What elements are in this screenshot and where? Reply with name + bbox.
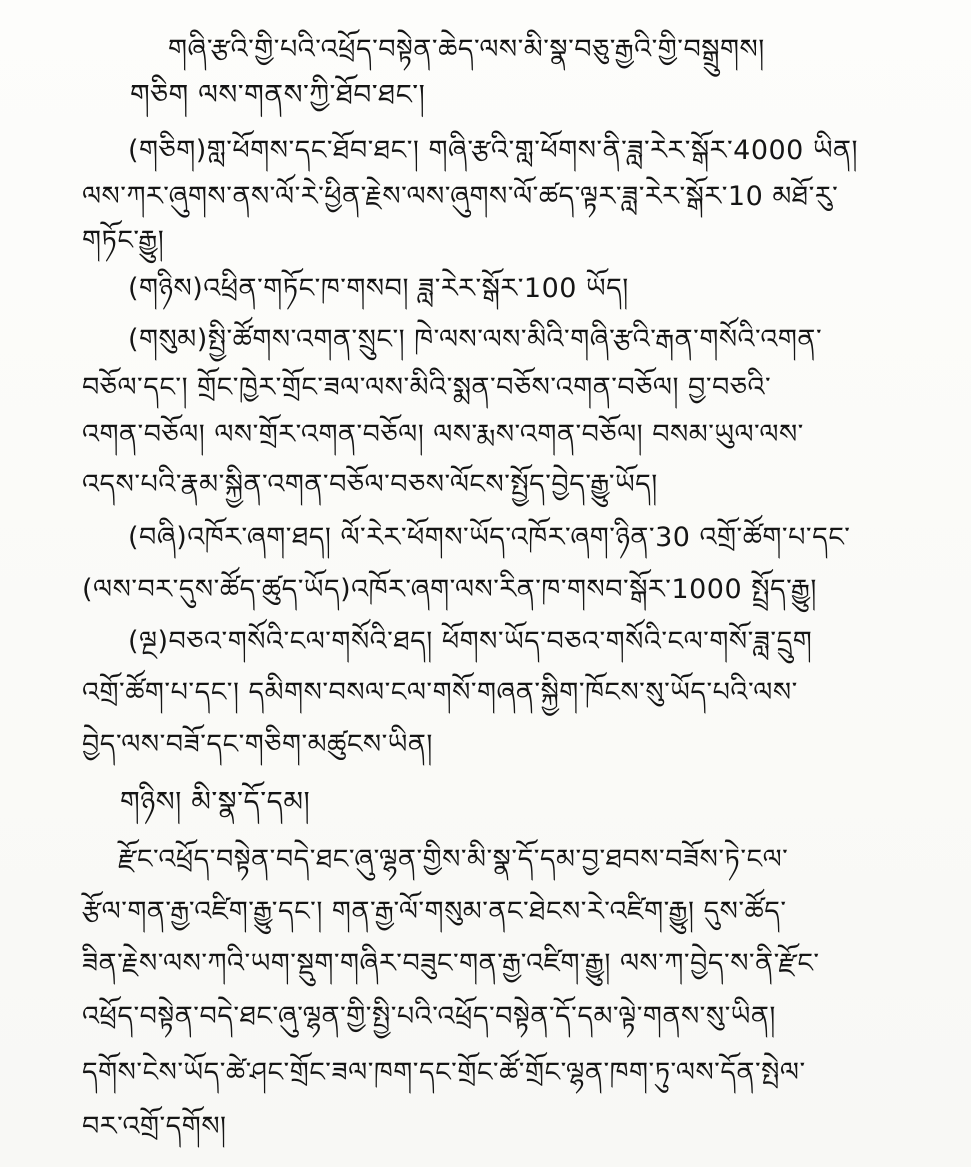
paragraph-line: (གཉིས)འཕྲིན་གཏོང་ཁ་གསབ། ཟླ་རེར་སྒོར་100 ཡོད། xyxy=(128,273,629,304)
paragraph-line: འགྲོ་ཚོག་པ་དང་། དམིགས་བསལ་ངལ་གསོ་གཞན་སྐྱིག་ཁོངས་སུ་ཡོད་པའི་ལས་ xyxy=(82,677,798,708)
paragraph-line: བཅོལ་དང་། གྲོང་ཁྱེར་གྲོང་ཟལ་ལས་མིའི་སྨན་བཅོས་འགན་བཅོལ། བྱ་བཅའི་ xyxy=(82,372,772,403)
paragraph-line: འཕྲོད་བསྟེན་བདེ་ཐང་ཞུ་ལྷན་གྱི་སྤྱི་པའི་འཕྲོད་བསྟེན་དོ་དམ་ལྟེ་གནས་སུ་ཡིན། xyxy=(82,1001,776,1032)
paragraph-line: (གཅིག)གླ་ཕོགས་དང་ཐོབ་ཐང་། གཞི་རྩའི་གླ་ཕོགས་ནི་ཟླ་རེར་སྒོར་4000 ཡིན། xyxy=(128,135,859,166)
section-heading-2: གཉིས། མི་སྣ་དོ་དམ། xyxy=(120,785,311,818)
paragraph-line: ལས་ཀར་ཞུགས་ནས་ལོ་རེ་ཕྱིན་རྗེས་ལས་ཞུགས་ལོ་ཚད་ལྟར་ཟླ་རེར་སྒོར་10 མཐོ་རུ་ xyxy=(82,181,839,212)
document-title: གཞི་རྩའི་གྱི་པའི་འཕྲོད་བསྟེན་ཆེད་ལས་མི་སྣ་བཅུ་རྒྱའི་གྱི་བསྒྲུགས། xyxy=(168,34,765,65)
paragraph-line: བར་འགྲོ་དགོས། xyxy=(82,1111,227,1142)
section-heading-1: གཅིག ལས་གནས་ཀྱི་ཐོབ་ཐང་། xyxy=(130,78,426,111)
paragraph-line: གཏོང་རྒྱུ། xyxy=(82,225,165,256)
paragraph-line: བྱེད་ལས་བཟོ་དང་གཅིག་མཚུངས་ཡིན། xyxy=(82,729,433,760)
paragraph-line: (བཞི)འཁོར་ཞག་ཐད། ལོ་རེར་ཕོགས་ཡོད་འཁོར་ཞག་ཉིན་30 འགྲོ་ཚོག་པ་དང་ xyxy=(128,522,851,553)
paragraph-line: འདས་པའི་རྣམ་སྐྱིན་འགན་བཅོལ་བཅས་ལོངས་སྤྱོད་བྱེད་རྒྱུ་ཡོད། xyxy=(82,469,658,500)
paragraph-line: རྫོང་འཕྲོད་བསྟེན་བདེ་ཐང་ཞུ་ལྷན་གྱིས་མི་སྣ་དོ་དམ་བྱ་ཐབས་བཟོས་ཏེ་ངལ་ xyxy=(118,844,789,875)
paragraph-line: རྩོལ་གན་རྒྱ་འཛིག་རྒྱུ་དང་། གན་རྒྱ་ལོ་གསུམ་ནང་ཐེངས་རེ་འཛིག་རྒྱུ། དུས་ཚོད་ xyxy=(82,896,787,927)
paragraph-line: དགོས་ངེས་ཡོད་ཚེ་ཤང་གྲོང་ཟལ་ཁག་དང་གྲོང་ཚོ་གྲོང་ལྷན་ཁག་ཏུ་ལས་དོན་སྤེལ་ xyxy=(82,1057,806,1088)
paragraph-line: (ལས་བར་དུས་ཚོད་ཚུད་ཡོད)འཁོར་ཞག་ལས་རིན་ཁ་གསབ་སྒོར་1000 སྤྲོད་རྒྱུ། xyxy=(82,574,817,605)
paragraph-line: (ལྔ)བཅའ་གསོའི་ངལ་གསོའི་ཐད། ཕོགས་ཡོད་བཅའ་གསོའི་ངལ་གསོ་ཟླ་དྲུག xyxy=(128,626,813,657)
paragraph-line: (གསུམ)སྤྱི་ཚོགས་འགན་སྲུང་། ཁེ་ལས་ལས་མིའི་གཞི་རྩའི་རྒན་གསོའི་འགན་ xyxy=(128,324,823,355)
paragraph-line: འགན་བཅོལ། ལས་གྲོར་འགན་བཅོལ། ལས་རྨས་འགན་བཅོལ། བསམ་ཡུལ་ལས་ xyxy=(82,419,804,450)
paragraph-line: ཟིན་རྗེས་ལས་ཀའི་ཡག་སྡུག་གཞིར་བཟུང་གན་རྒྱ་འཛིག་རྒྱུ། ལས་ཀ་བྱེད་ས་ནི་རྫོང་ xyxy=(82,948,820,979)
